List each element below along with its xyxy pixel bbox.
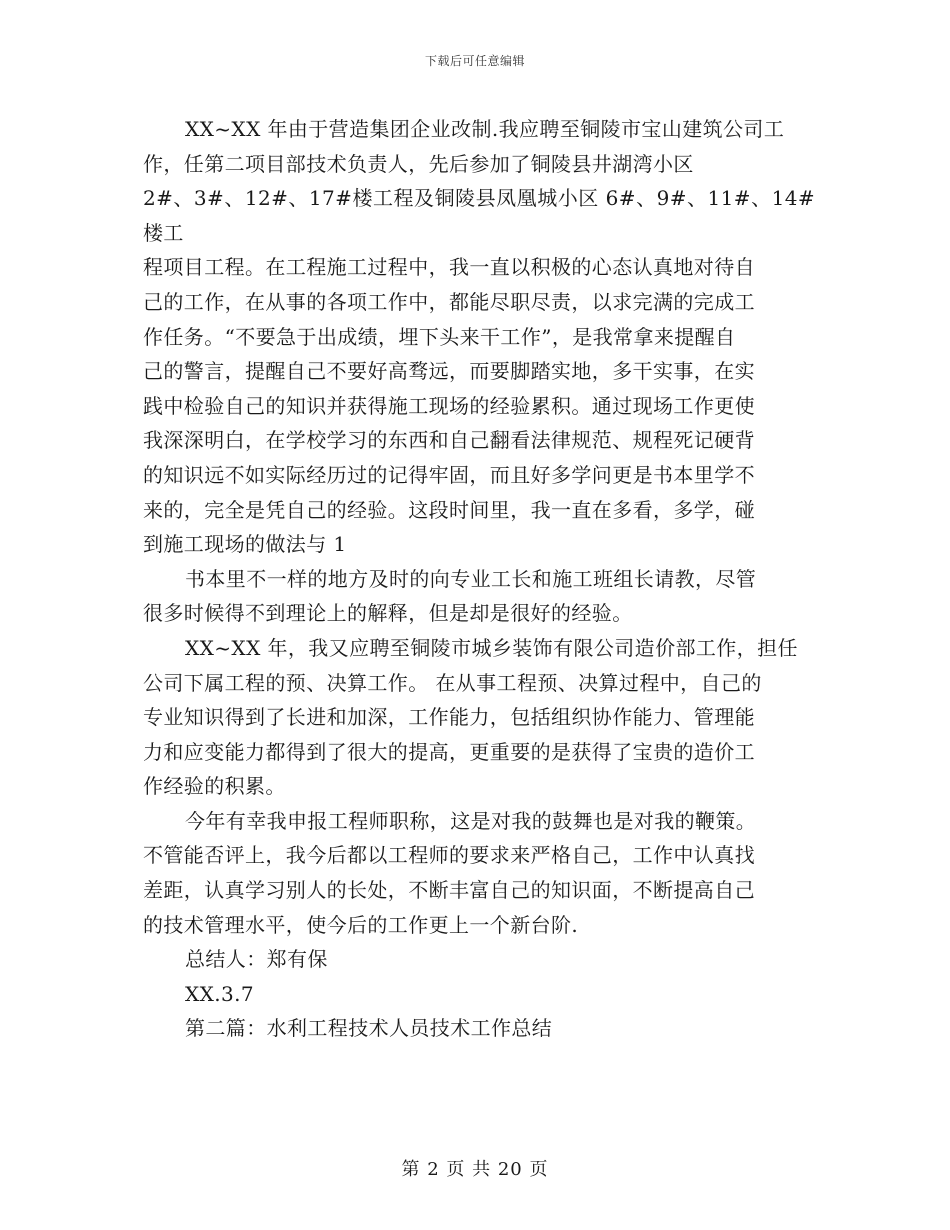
text-line: XX.3.7: [185, 981, 255, 1006]
paragraph-work-history-3: [143, 631, 815, 804]
text-line: XX~XX 年由于营造集团企业改制.我应聘至铜陵市宝山建筑公司工: [185, 117, 785, 141]
text-line: 力和应变能力都得到了很大的提高，更重要的是获得了宝贵的造价工: [143, 739, 755, 764]
text-line: 作，任第二项目部技术负责人，先后参加了铜陵县井湖湾小区: [143, 151, 694, 176]
text-line: 第二篇：水利工程技术人员技术工作总结: [185, 1016, 553, 1041]
text-line: 很多时候得不到理论上的解释，但是却是很好的经验。: [143, 601, 633, 626]
page-header-note: 下载后可任意编辑: [424, 54, 525, 68]
text-line: XX~XX 年，我又应聘至铜陵市城乡装饰有限公司造价部工作，担任: [185, 635, 798, 660]
text-line: 到施工现场的做法与 1: [143, 532, 347, 557]
text-line: 总结人：郑有保: [185, 947, 328, 972]
text-line: 作经验的积累。: [143, 774, 286, 799]
paragraph-conclusion: [143, 804, 815, 942]
text-line: 程项目工程。在工程施工过程中，我一直以积极的心态认真地对待自: [143, 255, 755, 280]
document-body: [143, 112, 815, 1046]
text-line: 己的警言，提醒自己不要好高骛远，而要脚踏实地，多干实事，在实: [143, 359, 755, 384]
page-number: 第 2 页 共 20 页: [401, 1159, 549, 1180]
text-line: 我深深明白，在学校学习的东西和自己翻看法律规范、规程死记硬背: [143, 428, 755, 453]
text-line: 公司下属工程的预、决算工作。 在从事工程预、决算过程中，自己的: [143, 670, 762, 695]
text-line: 的技术管理水平，使今后的工作更上一个新台阶.: [143, 912, 579, 937]
signature-date: [143, 977, 815, 1012]
text-line: 己的工作，在从事的各项工作中，都能尽职尽责，以求完满的完成工: [143, 289, 755, 314]
text-line: 2#、3#、12#、17#楼工程及铜陵县凤凰城小区 6#、9#、11#、14#楼工: [143, 186, 815, 245]
text-line: 作任务。“不要急于出成绩，埋下头来干工作”，是我常拿来提醒自: [143, 324, 736, 349]
text-line: 来的，完全是凭自己的经验。这段时间里，我一直在多看，多学，碰: [143, 497, 755, 522]
paragraph-work-history-1: [143, 112, 815, 562]
paragraph-work-history-2: [143, 562, 815, 631]
text-line: 专业知识得到了长进和加深，工作能力，包括组织协作能力、管理能: [143, 705, 755, 730]
text-line: 今年有幸我申报工程师职称，这是对我的鼓舞也是对我的鞭策。: [185, 808, 757, 833]
text-line: 的知识远不如实际经历过的记得牢固，而且好多学问更是书本里学不: [143, 462, 755, 487]
text-line: 践中检验自己的知识并获得施工现场的经验累积。通过现场工作更使: [143, 393, 755, 418]
text-line: 差距，认真学习别人的长处，不断丰富自己的知识面，不断提高自己: [143, 878, 755, 903]
text-line: 书本里不一样的地方及时的向专业工长和施工班组长请教，尽管: [185, 566, 757, 591]
signature-author: [143, 942, 815, 977]
text-line: 不管能否评上，我今后都以工程师的要求来严格自己，工作中认真找: [143, 843, 755, 868]
section-heading-next: [143, 1011, 815, 1046]
